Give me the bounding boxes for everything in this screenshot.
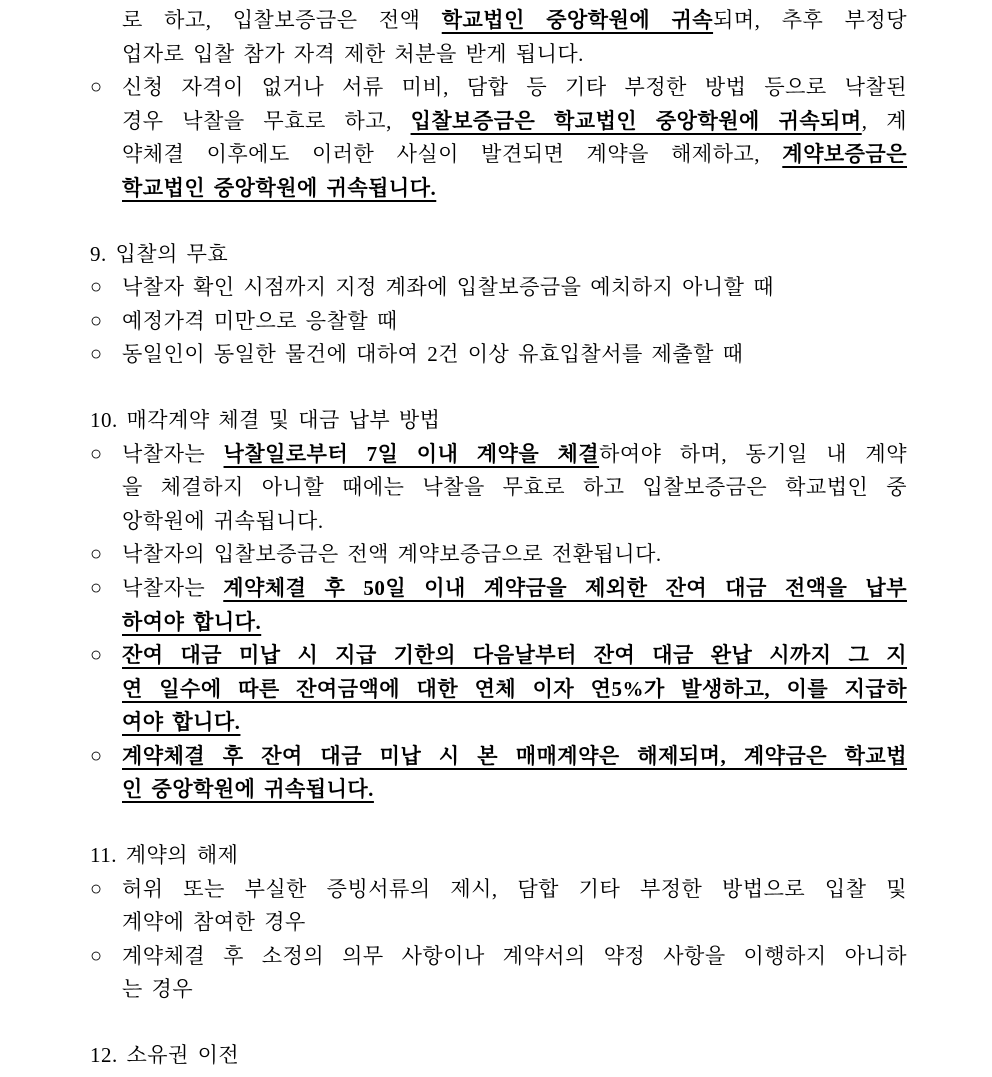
paragraph-text xyxy=(122,338,907,372)
text-line xyxy=(122,873,907,907)
text-line xyxy=(122,105,907,139)
text-line xyxy=(122,138,907,172)
text-run: 낙찰자의 입찰보증금은 전액 계약보증금으로 전환됩니다. xyxy=(122,542,662,567)
bullet-circle-icon: ○ xyxy=(90,76,103,99)
text-run: 을 체결하지 아니할 때에는 낙찰을 무효로 하고 입찰보증금은 학교법인 중 xyxy=(122,475,907,500)
emphasized-text-run: 인 중앙학원에 귀속됩니다. xyxy=(122,777,374,802)
bullet-item xyxy=(90,271,907,305)
text-line xyxy=(122,305,907,339)
bullet-item xyxy=(90,71,907,205)
bullet-circle-icon: ○ xyxy=(90,343,103,366)
section-heading: 9. 입찰의 무효 xyxy=(90,241,229,266)
bullet-item xyxy=(90,873,907,940)
text-run: 되며, 추후 부정당 xyxy=(713,8,907,32)
bullet-item xyxy=(90,940,907,1007)
bullet-item xyxy=(90,338,907,372)
text-run: 는 경우 xyxy=(122,977,194,1002)
bullet-item xyxy=(90,639,907,740)
paragraph-text xyxy=(122,271,907,305)
bullet-item xyxy=(90,538,907,572)
paragraph-text xyxy=(122,305,907,339)
paragraph-text xyxy=(122,4,907,71)
paragraph-spacer xyxy=(90,807,907,839)
bullet-circle-icon: ○ xyxy=(90,543,103,566)
text-line xyxy=(122,38,907,72)
text-line xyxy=(122,538,907,572)
text-line xyxy=(122,438,907,472)
emphasized-text-run: 입찰보증금은 학교법인 중앙학원에 귀속되며 xyxy=(410,108,862,133)
text-run: 동일인이 동일한 물건에 대하여 2건 이상 유효입찰서를 제출할 때 xyxy=(122,342,744,367)
section-heading: 11. 계약의 해제 xyxy=(90,843,239,868)
emphasized-text-run: 낙찰일로부터 7일 이내 계약을 체결 xyxy=(223,441,600,466)
text-run: 약체결 이후에도 이러한 사실이 발견되면 계약을 해제하고, xyxy=(122,142,783,167)
emphasized-text-run: 계약체결 후 잔여 대금 미납 시 본 매매계약은 해제되며, 계약금은 학교법 xyxy=(122,743,907,768)
text-run: 신청 자격이 없거나 서류 미비, 담합 등 기타 부정한 방법 등으로 낙찰된 xyxy=(122,75,907,100)
bullet-item xyxy=(90,740,907,807)
text-run: 앙학원에 귀속됩니다. xyxy=(122,508,324,533)
text-line xyxy=(122,338,907,372)
text-run: 계약에 참여한 경우 xyxy=(122,910,306,935)
paragraph-text xyxy=(122,740,907,807)
text-run: , 계 xyxy=(861,108,907,133)
text-run: 낙찰자 확인 시점까지 지정 계좌에 입찰보증금을 예치하지 아니할 때 xyxy=(122,275,775,300)
text-run: 경우 낙찰을 무효로 하고, xyxy=(122,108,411,133)
text-line xyxy=(122,4,907,38)
paragraph-text xyxy=(122,438,907,539)
text-line xyxy=(122,505,907,539)
paragraph-text xyxy=(122,538,907,572)
paragraph-spacer xyxy=(90,206,907,238)
text-run: 낙찰자는 xyxy=(122,575,224,600)
text-line xyxy=(122,706,907,740)
text-line xyxy=(122,606,907,640)
paragraph-spacer xyxy=(90,1007,907,1039)
text-run: 하여야 하며, 동기일 내 계약 xyxy=(599,441,907,466)
bullet-item xyxy=(90,305,907,339)
text-line xyxy=(122,71,907,105)
emphasized-text-run: 연 일수에 따른 잔여금액에 대한 연체 이자 연5%가 발생하고, 이를 지급하 xyxy=(122,676,907,701)
text-line xyxy=(122,773,907,807)
bullet-circle-icon: ○ xyxy=(90,309,103,332)
emphasized-text-run: 하여야 합니다. xyxy=(122,609,262,634)
emphasized-text-run: 학교법인 중앙학원에 귀속됩니다. xyxy=(122,175,437,200)
bullet-circle-icon: ○ xyxy=(90,442,103,465)
text-run: 예정가격 미만으로 응찰할 때 xyxy=(122,308,398,333)
bullet-item xyxy=(90,438,907,539)
paragraph-text xyxy=(122,873,907,940)
bullet-circle-icon: ○ xyxy=(90,576,103,599)
paragraph-text xyxy=(122,71,907,205)
text-run: 업자로 입찰 참가 자격 제한 처분을 받게 됩니다. xyxy=(122,41,584,66)
bullet-circle-icon: ○ xyxy=(90,276,103,299)
paragraph-text xyxy=(122,572,907,639)
emphasized-text-run: 계약보증금은 xyxy=(782,142,907,167)
text-run: 허위 또는 부실한 증빙서류의 제시, 담합 기타 부정한 방법으로 입찰 및 xyxy=(122,876,907,901)
text-line xyxy=(122,673,907,707)
bullet-item xyxy=(90,572,907,639)
text-line xyxy=(122,639,907,673)
text-run: 낙찰자는 xyxy=(122,441,224,466)
emphasized-text-run: 학교법인 중앙학원에 귀속 xyxy=(441,8,714,32)
bullet-circle-icon: ○ xyxy=(90,944,103,967)
emphasized-text-run: 계약체결 후 50일 이내 계약금을 제외한 잔여 대금 전액을 납부 xyxy=(223,575,907,600)
paragraph-text xyxy=(122,639,907,740)
paragraph-text xyxy=(122,940,907,1007)
text-line xyxy=(122,906,907,940)
continuation-paragraph xyxy=(90,4,907,71)
text-line xyxy=(122,973,907,1007)
bullet-circle-icon: ○ xyxy=(90,744,103,767)
emphasized-text-run: 여야 합니다. xyxy=(122,710,241,735)
section-heading: 12. 소유권 이전 xyxy=(90,1043,240,1068)
emphasized-text-run: 잔여 대금 미납 시 지급 기한의 다음날부터 잔여 대금 완납 시까지 그 지 xyxy=(122,643,907,668)
text-line xyxy=(122,172,907,206)
text-line xyxy=(122,271,907,305)
paragraph-spacer xyxy=(90,372,907,404)
bullet-circle-icon: ○ xyxy=(90,877,103,900)
section-heading: 10. 매각계약 체결 및 대금 납부 방법 xyxy=(90,407,441,432)
bullet-circle-icon: ○ xyxy=(90,644,103,667)
text-line xyxy=(122,940,907,974)
text-line xyxy=(122,471,907,505)
text-line xyxy=(122,740,907,774)
text-run: 로 하고, 입찰보증금은 전액 xyxy=(122,8,442,32)
text-run: 계약체결 후 소정의 의무 사항이나 계약서의 약정 사항을 이행하지 아니하 xyxy=(122,943,907,968)
text-line xyxy=(122,572,907,606)
